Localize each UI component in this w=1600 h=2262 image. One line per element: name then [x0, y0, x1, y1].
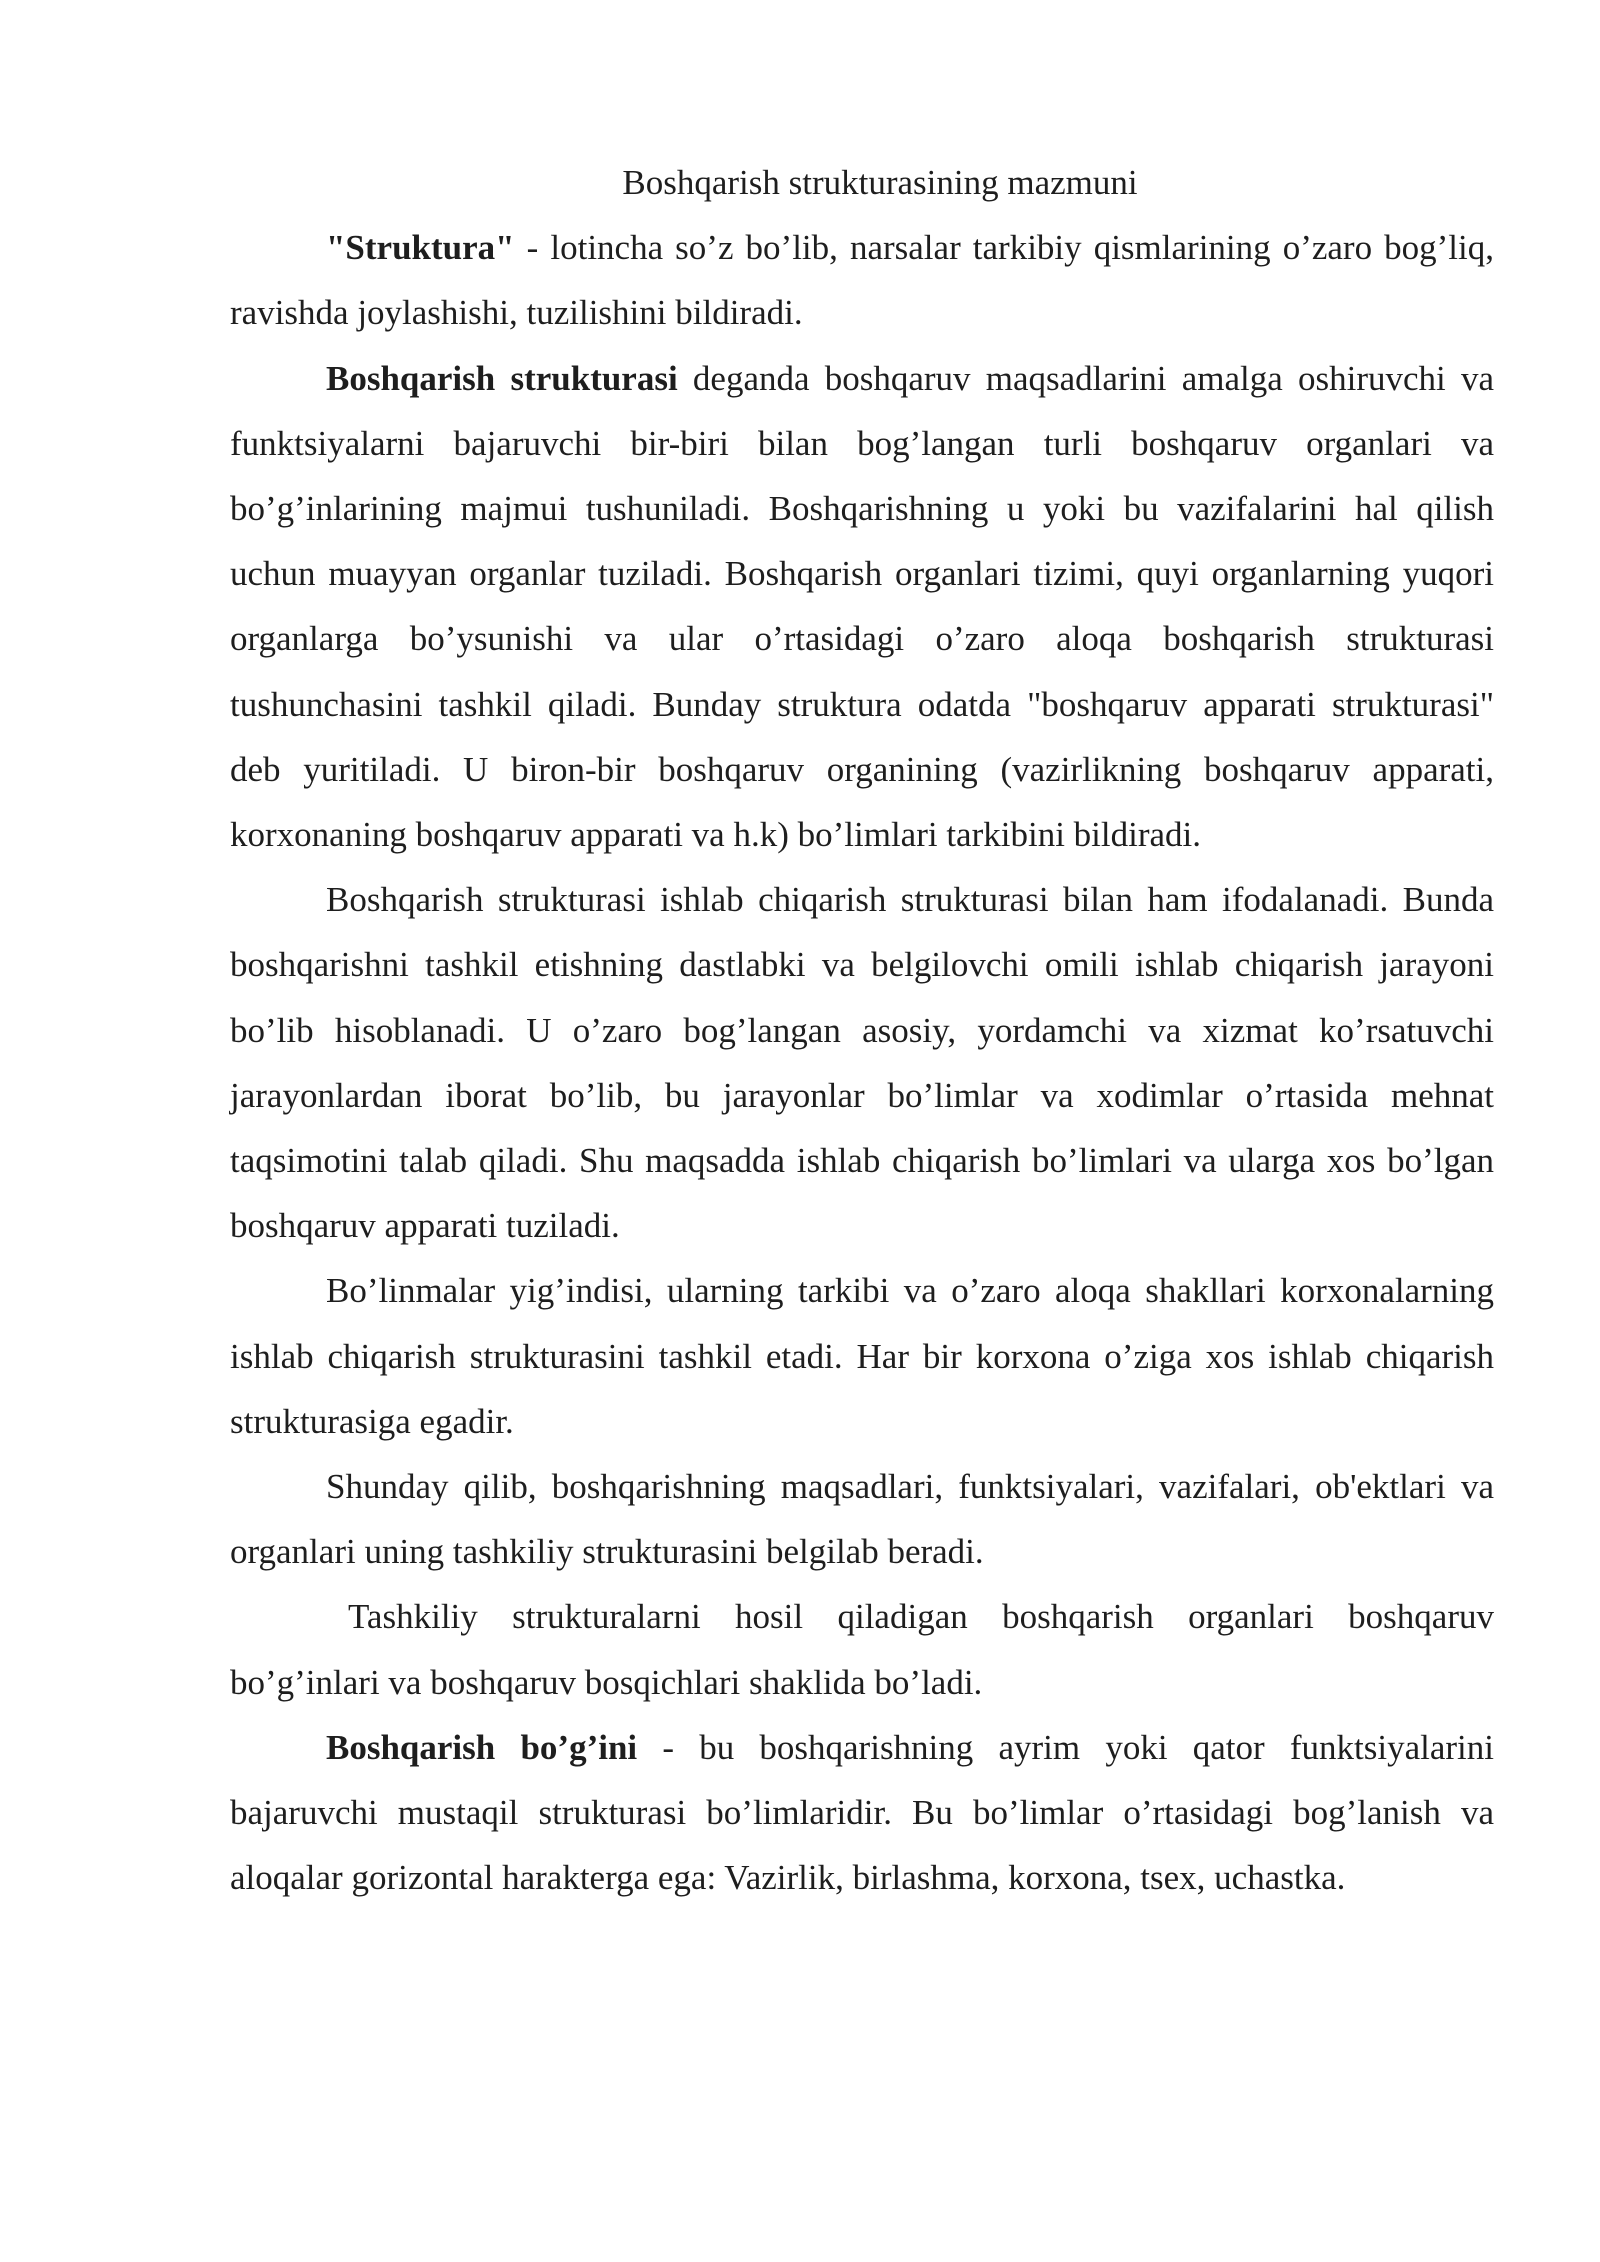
term-struktura: "Struktura": [326, 228, 515, 268]
document-page: [230, 150, 1494, 1910]
paragraph-tashkiliy: [230, 1584, 1494, 1714]
paragraph-text: Tashkiliy strukturalarni hosil qiladigan boshqarish organlari boshqaruv bo’g’inlari va boshqaruv bosqichlari shaklida bo’ladi.: [230, 1597, 1494, 1702]
paragraph-boshqarish-strukturasi: [230, 346, 1494, 868]
paragraph-text: Shunday qilib, boshqarishning maqsadlari, funktsiyalari, vazifalari, ob'ektlari va organlari uning tashkiliy strukturasini belgilab beradi.: [230, 1467, 1494, 1572]
paragraph-bolinmalar: [230, 1258, 1494, 1454]
paragraph-shunday-qilib: [230, 1454, 1494, 1584]
paragraph-text: Bo’linmalar yig’indisi, ularning tarkibi va o’zaro aloqa shakllari korxonalarning ishlab chiqarish strukturasini tashkil etadi. Har bir korxona o’ziga xos ishlab chiqarish strukturasiga egadir.: [230, 1271, 1494, 1441]
paragraph-ishlab-chiqarish: [230, 867, 1494, 1258]
term-boshqarish-bogini: Boshqarish bo’g’ini: [326, 1727, 638, 1767]
paragraph-struktura: [230, 215, 1494, 345]
paragraph-text: - lotincha so’z bo’lib, narsalar tarkibiy qismlarining o’zaro bog’liq, ravishda joylashishi, tuzilishini bildiradi.: [230, 228, 1494, 333]
paragraph-text: Boshqarish strukturasi ishlab chiqarish strukturasi bilan ham ifodalanadi. Bunda boshqarishni tashkil etishning dastlabki va belgilovchi omili ishlab chiqarish jarayoni bo’lib hisoblanadi. U o’zaro bog’langan asosiy, yordamchi va xizmat ko’rsatuvchi jarayonlardan iborat bo’lib, bu jarayonlar bo’limlar va xodimlar o’rtasida mehnat taqsimotini talab qiladi. Shu maqsadda ishlab chiqarish bo’limlari va ularga xos bo’lgan boshqaruv apparati tuziladi.: [230, 880, 1494, 1246]
paragraph-text: deganda boshqaruv maqsadlarini amalga oshiruvchi va funktsiyalarni bajaruvchi bir-biri bilan bog’langan turli boshqaruv organlari va bo’g’inlarining majmui tushuniladi. Boshqarishning u yoki bu vazifalarini hal qilish uchun muayyan organlar tuziladi. Boshqarish organlari tizimi, quyi organlarning yuqori organlarga bo’ysunishi va ular o’rtasidagi o’zaro aloqa boshqarish strukturasi tushunchasini tashkil qiladi. Bunday struktura odatda "boshqaruv apparati strukturasi" deb yuritiladi. U biron-bir boshqaruv organining (vazirlikning boshqaruv apparati, korxonaning boshqaruv apparati va h.k) bo’limlari tarkibini bildiradi.: [230, 358, 1494, 855]
term-boshqarish-strukturasi: Boshqarish strukturasi: [326, 358, 678, 398]
paragraph-boshqarish-bogini: [230, 1715, 1494, 1911]
document-title: Boshqarish strukturasining mazmuni: [622, 163, 1138, 202]
paragraph-text: - bu boshqarishning ayrim yoki qator funktsiyalarini bajaruvchi mustaqil strukturasi bo’limlaridir. Bu bo’limlar o’rtasidagi bog’lanish va aloqalar gorizontal harakterga ega: Vazirlik, birlashma, korxona, tsex, uchastka.: [230, 1727, 1494, 1898]
